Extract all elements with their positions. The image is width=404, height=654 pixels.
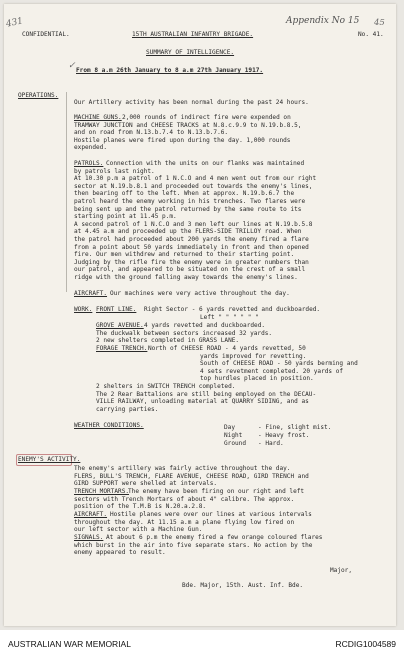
patrols-line: then bearing off to the left. When at approx. N.19.b.6.7 the — [74, 190, 295, 198]
forage-line: 4 sets revetment completed. 20 yards of — [200, 367, 344, 375]
front-line-line: Right Sector - 6 yards revetted and duckboarded. — [144, 306, 321, 313]
mg-line: Hostile planes were fired upon during the day. 1,000 rounds — [74, 136, 291, 144]
document-page — [4, 4, 396, 626]
weather-label-day: Day — [224, 424, 236, 431]
patrols-line: from a point about 50 yards immediately in front and then opened — [74, 243, 309, 251]
summary-title: SUMMARY OF INTELLIGENCE. — [146, 49, 235, 56]
confidential-label: CONFIDENTIAL. — [22, 31, 70, 38]
front-line-line: Left " " " " " " — [200, 313, 259, 321]
patrols-line: by patrols last night. — [74, 167, 155, 175]
patrols-line: our patrol, and appeared to be situated on the crest of a small — [74, 266, 306, 274]
forage-line: 2 shelters in SWITCH TRENCH completed. — [96, 383, 236, 390]
forage-line: North of CHEESE ROAD - 4 yards revetted, 50 — [148, 345, 306, 352]
footer-id: RCDIG1004589 — [335, 639, 396, 649]
forage-line: South of CHEESE ROAD - 50 yards berming and — [200, 360, 358, 368]
forage-trench-heading: FORAGE TRENCH. — [96, 345, 148, 352]
machine-guns-heading: MACHINE GUNS. — [74, 114, 122, 121]
enemy-line: The enemy's artillery was fairly active throughout the day. — [74, 465, 291, 472]
patrols-heading: PATROLS. — [74, 160, 104, 167]
front-line-heading: FRONT LINE. — [96, 306, 137, 313]
patrols-line: A second patrol of 1 N.C.O and 3 men left our lines at N.19.b.5.8 — [74, 220, 313, 228]
forage-line: top hurdles placed in position. — [200, 375, 314, 383]
patrols-line: sector at N.19.b.8.1 and proceeded out towards the enemy's lines, — [74, 182, 313, 190]
tm-line: sectors with Trench Mortars of about 4" calibre. The approx. — [74, 495, 295, 503]
patrols-line: being sent up and the patrol returned by the same route to its — [74, 205, 302, 213]
work-heading: WORK. — [74, 306, 93, 313]
appendix-note: Appendix No 15 — [286, 16, 360, 26]
enemy-line: GIRD SUPPORT were shelled at intervals. — [74, 480, 218, 488]
tm-line: position of the T.M.B is N.20.a.2.8. — [74, 503, 207, 511]
patrols-line: At 10.30 p.m a patrol of 1 N.C.O and 4 men went out from our right — [74, 175, 317, 183]
signals-line: At about 6 p.m the enemy fired a few orange coloured flares — [106, 534, 323, 541]
footer-source: AUSTRALIAN WAR MEMORIAL — [8, 639, 131, 649]
weather-value-ground: - Hard. — [258, 440, 284, 447]
enemy-aircraft-heading: AIRCRAFT. — [74, 511, 108, 518]
grove-line: The duckwalk between sectors increased 32 yards. — [96, 329, 273, 337]
operations-intro: Our Artillery activity has been normal during the past 24 hours. — [74, 99, 309, 106]
signature-rank: Major, — [330, 567, 353, 574]
enemy-aircraft-line: Hostile planes were over our lines at various intervals — [110, 511, 312, 518]
archive-footer — [0, 630, 404, 654]
forage-line: yards improved for revetting. — [200, 352, 307, 360]
check-mark: ✓ — [68, 61, 76, 71]
weather-label-night: Night — [224, 432, 243, 439]
enemy-line: FLERS, BULL'S TRENCH, FLARE AVENUE, CHEESE ROAD, GIRD TRENCH and — [74, 472, 309, 480]
operations-heading: OPERATIONS. — [18, 92, 59, 99]
grove-line: 4 yards revetted and duckboarded. — [144, 322, 266, 329]
mg-line: and on road from N.13.b.7.4 to N.13.b.7.6. — [74, 129, 229, 137]
margin-rule — [66, 92, 67, 292]
archive-number: 431 — [5, 16, 25, 30]
trench-mortars-heading: TRENCH MORTARS. — [74, 488, 130, 495]
patrols-line: patrol heard the enemy working in his trenches. Two flares were — [74, 198, 306, 205]
weather-value-day: - Fine, slight mist. — [258, 424, 332, 431]
patrols-line: Connection with the units on our flanks was maintained — [106, 160, 305, 167]
page-number: 45 — [374, 18, 385, 28]
aircraft-heading: AIRCRAFT. — [74, 290, 108, 297]
patrols-line: fire. Our men withdrew and returned to their starting point. — [74, 251, 295, 259]
mg-line: TRAMWAY JUNCTION and CHEESE TRACKS at N.8.c.9.9 to N.19.b.8.5, — [74, 121, 302, 129]
patrols-line: starting point at 11.45 p.m. — [74, 213, 177, 221]
signals-line: which burst in the air into five separate stars. No action by the — [74, 541, 313, 549]
forage-line: VILLE RAILWAY, unloading material at QUARRY SIDING, and as — [96, 398, 309, 406]
patrols-line: at 4.45 a.m and proceeded up the FLERS-SIDE TRILLOY road. When — [74, 228, 302, 236]
signals-heading: SIGNALS. — [74, 534, 104, 541]
mg-line: 2,000 rounds of indirect fire were expended on — [122, 114, 291, 121]
document-number: No. 41. — [358, 31, 384, 38]
weather-value-night: - Heavy frost. — [258, 432, 310, 439]
enemy-aircraft-line: our left sector with a Machine Gun. — [74, 526, 203, 534]
grove-avenue-heading: GROVE AVENUE. — [96, 322, 144, 329]
period-line: From 8 a.m 26th January to 8 a.m 27th January 1917. — [76, 67, 264, 74]
forage-line: carrying parties. — [96, 405, 159, 413]
aircraft-text: Our machines were very active throughout the day. — [110, 290, 290, 297]
mg-line: expended. — [74, 144, 108, 152]
weather-label-ground: Ground — [224, 440, 247, 447]
forage-line: The 2 Rear Battalions are still being employed on the DECAU- — [96, 390, 317, 398]
patrols-line: Judging by the rifle fire the enemy were in greater numbers than — [74, 258, 309, 266]
enemy-aircraft-line: throughout the day. At 11.15 a.m a plane flying low fired on — [74, 518, 295, 526]
enemy-activity-heading: ENEMY'S ACTIVITY. — [18, 456, 81, 463]
tm-line: The enemy have been firing on our right and left — [128, 488, 305, 495]
brigade-title: 15TH AUSTRALIAN INFANTRY BRIGADE. — [132, 31, 254, 38]
weather-heading: WEATHER CONDITIONS. — [74, 422, 144, 429]
signature-title: Bde. Major, 15th. Aust. Inf. Bde. — [182, 582, 304, 589]
patrols-line: the patrol had proceeded about 200 yards the enemy fired a flare — [74, 236, 309, 243]
patrols-line: ridge with the ground falling away towards the enemy's lines. — [74, 274, 298, 281]
signals-line: enemy appeared to result. — [74, 549, 166, 557]
grove-line: 2 new shelters completed in GRASS LANE. — [96, 337, 240, 345]
